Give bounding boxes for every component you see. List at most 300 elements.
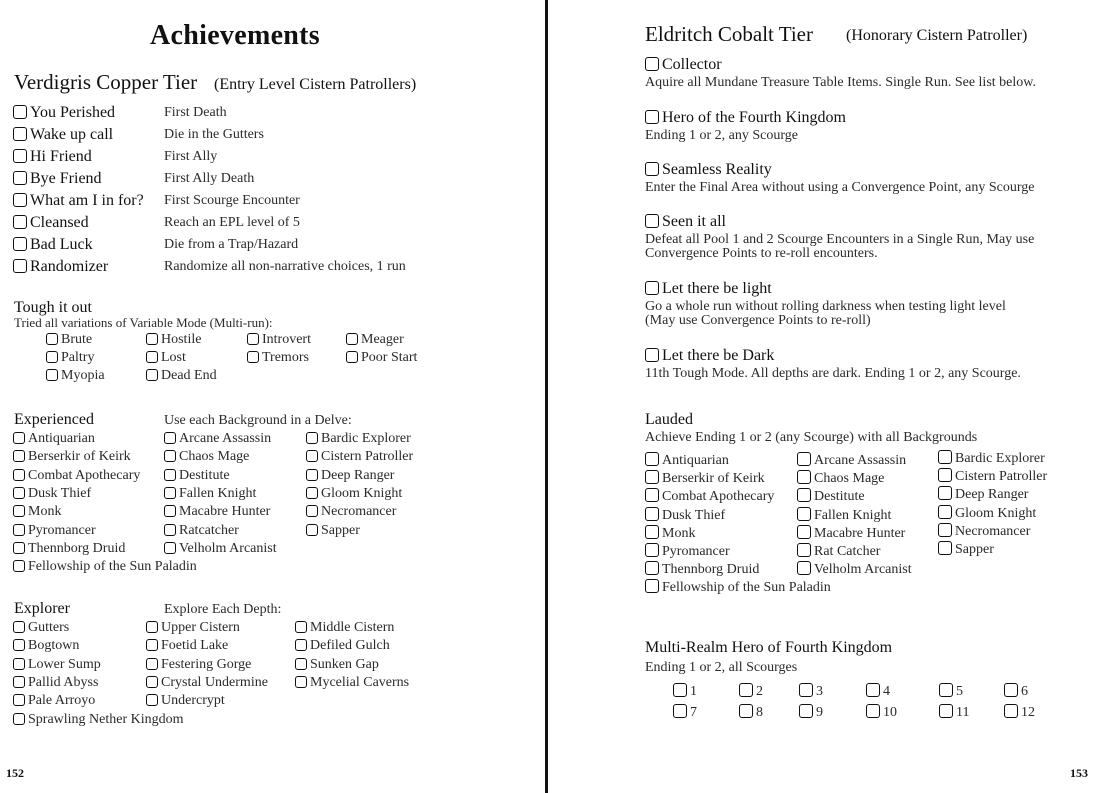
variable-mode-checkbox-label: Lost [161,350,186,365]
achievement-desc: Die in the Gutters [164,127,264,142]
checkbox-icon[interactable] [306,505,318,517]
checkbox-icon[interactable] [797,452,811,466]
variable-mode-checkbox-label: Poor Start [361,350,418,365]
checkbox-icon[interactable] [247,351,259,363]
variable-mode-checkbox-label: Brute [61,332,93,347]
background-checkbox[interactable] [306,523,360,539]
checkbox-icon[interactable] [164,542,176,554]
checkbox-icon[interactable] [13,713,25,725]
background-checkbox-label: Sapper [955,542,994,557]
scourge-checkbox-label: 2 [756,684,763,699]
checkbox-icon[interactable] [938,541,952,555]
background-checkbox[interactable] [164,541,277,557]
achievement-desc: First Ally Death [164,171,255,186]
background-checkbox-label: Fallen Knight [814,507,892,523]
background-checkbox[interactable] [797,470,884,487]
checkbox-icon[interactable] [164,450,176,462]
checkbox-icon[interactable] [13,432,25,444]
depth-checkbox-label: Gutters [28,620,70,635]
scourge-checkbox-label: 5 [956,684,963,699]
variable-mode-checkbox[interactable] [146,332,201,348]
background-checkbox[interactable] [645,488,774,505]
scourge-checkbox-label: 10 [883,705,897,720]
checkbox-icon[interactable] [13,658,25,670]
checkbox-icon[interactable] [46,351,58,363]
background-checkbox[interactable] [306,431,411,447]
background-checkbox[interactable] [164,449,249,465]
depth-checkbox[interactable] [146,657,251,673]
checkbox-icon[interactable] [13,487,25,499]
background-checkbox[interactable] [645,543,730,560]
background-checkbox-label: Arcane Assassin [179,431,272,446]
depth-checkbox-label: Middle Cistern [310,620,395,635]
checkbox-icon[interactable] [673,704,687,718]
scourge-checkbox[interactable] [866,704,897,721]
scourge-checkbox[interactable] [1004,704,1035,721]
checkbox-icon[interactable] [13,237,27,251]
multi-desc: Ending 1 or 2, all Scourges [645,660,798,675]
lauded-title: Lauded [645,411,693,428]
checkbox-icon[interactable] [164,524,176,536]
background-checkbox[interactable] [13,449,131,465]
background-checkbox-label: Velholm Arcanist [179,540,277,556]
checkbox-icon[interactable] [13,524,25,536]
checkbox-icon[interactable] [146,621,158,633]
depth-checkbox-label: Defiled Gulch [310,638,390,654]
scourge-checkbox-label: 12 [1021,705,1035,720]
checkbox-icon[interactable] [645,579,659,593]
achievement-checkbox[interactable] [13,236,93,254]
background-checkbox-label: Gloom Knight [955,505,1037,521]
achievement-checkbox[interactable] [645,213,726,231]
checkbox-icon[interactable] [164,432,176,444]
background-checkbox[interactable] [306,486,402,502]
checkbox-icon[interactable] [295,676,307,688]
achievement-checkbox[interactable] [13,258,108,276]
depth-checkbox-label: Pale Arroyo [28,693,96,709]
depth-checkbox[interactable] [146,693,225,709]
depth-checkbox[interactable] [146,675,268,691]
right-page [548,0,1093,793]
checkbox-icon[interactable] [645,470,659,484]
lauded-desc: Achieve Ending 1 or 2 (any Scourge) with all Backgrounds [645,430,978,445]
background-checkbox[interactable] [645,452,729,469]
background-checkbox-label: Thennborg Druid [662,562,760,578]
checkbox-icon[interactable] [13,505,25,517]
checkbox-icon[interactable] [247,333,259,345]
checkbox-icon[interactable] [645,214,659,228]
achievement-checkbox-label: Seen it all [662,213,726,230]
achievement-checkbox-label: Let there be Dark [662,347,775,364]
background-checkbox[interactable] [645,507,725,524]
background-checkbox-label: Combat Apothecary [28,467,141,483]
checkbox-icon[interactable] [13,259,27,273]
explorer-title: Explorer [14,600,70,617]
checkbox-icon[interactable] [673,683,687,697]
achievement-checkbox-label: Hero of the Fourth Kingdom [662,109,846,126]
background-checkbox-label: Bardic Explorer [321,431,411,446]
achievement-desc: Ending 1 or 2, any Scourge [645,128,798,143]
achievement-checkbox[interactable] [645,56,722,74]
checkbox-icon[interactable] [346,333,358,345]
depth-checkbox-label: Mycelial Caverns [310,674,410,690]
checkbox-icon[interactable] [799,683,813,697]
background-checkbox[interactable] [797,452,906,469]
tough-desc: Tried all variations of Variable Mode (Multi-run): [14,315,273,330]
depth-checkbox[interactable] [13,675,98,691]
checkbox-icon[interactable] [146,351,158,363]
depth-checkbox-label: Undercrypt [161,693,225,709]
checkbox-icon[interactable] [739,704,753,718]
background-checkbox-label: Necromancer [955,523,1031,539]
checkbox-icon[interactable] [13,193,27,207]
checkbox-icon[interactable] [146,639,158,651]
achievement-checkbox-label: What am I in for? [30,192,144,209]
experienced-title: Experienced [14,411,94,428]
background-checkbox-label: Fallen Knight [179,485,257,501]
checkbox-icon[interactable] [938,523,952,537]
depth-checkbox-label: Sunken Gap [310,656,379,672]
checkbox-icon[interactable] [645,110,659,124]
achievement-checkbox-label: Collector [662,56,722,73]
background-checkbox-label: Bardic Explorer [955,451,1045,466]
background-checkbox[interactable] [13,486,91,502]
background-checkbox[interactable] [797,543,880,560]
achievement-desc: Reach an EPL level of 5 [164,215,300,230]
checkbox-icon[interactable] [346,351,358,363]
checkbox-icon[interactable] [46,333,58,345]
variable-mode-checkbox[interactable] [46,350,94,366]
checkbox-icon[interactable] [938,450,952,464]
achievement-checkbox-label: Cleansed [30,214,89,231]
background-checkbox-label: Dusk Thief [662,507,726,523]
background-checkbox[interactable] [13,468,140,484]
checkbox-icon[interactable] [306,432,318,444]
checkbox-icon[interactable] [866,683,880,697]
background-checkbox-label: Pyromancer [28,522,96,538]
background-checkbox[interactable] [164,468,230,484]
checkbox-icon[interactable] [645,281,659,295]
checkbox-icon[interactable] [146,333,158,345]
achievement-checkbox-label: Bad Luck [30,236,93,253]
background-checkbox[interactable] [645,579,831,596]
background-checkbox-label: Thennborg Druid [28,540,126,556]
scourge-checkbox[interactable] [799,683,823,700]
background-checkbox[interactable] [797,507,891,524]
scourge-checkbox-label: 6 [1021,684,1028,699]
variable-mode-checkbox[interactable] [247,350,309,366]
page-number: 152 [6,766,24,780]
checkbox-icon[interactable] [645,543,659,557]
checkbox-icon[interactable] [146,369,158,381]
page-title: Achievements [150,20,321,51]
checkbox-icon[interactable] [295,639,307,651]
checkbox-icon[interactable] [797,507,811,521]
scourge-checkbox-label: 1 [690,684,697,699]
checkbox-icon[interactable] [13,560,25,572]
background-checkbox[interactable] [164,523,239,539]
checkbox-icon[interactable] [295,621,307,633]
variable-mode-checkbox[interactable] [146,368,217,384]
achievement-checkbox-label: Seamless Reality [662,161,772,178]
scourge-checkbox[interactable] [799,704,823,721]
checkbox-icon[interactable] [645,452,659,466]
background-checkbox-label: Ratcatcher [179,522,239,538]
achievement-checkbox[interactable] [13,148,92,166]
background-checkbox-label: Monk [28,504,62,520]
background-checkbox[interactable] [164,431,271,447]
background-checkbox[interactable] [13,523,96,539]
checkbox-icon[interactable] [938,468,952,482]
achievement-desc: Enter the Final Area without using a Convergence Point, any Scourge [645,180,1035,195]
depth-checkbox-label: Bogtown [28,638,80,654]
left-page [0,0,545,793]
background-checkbox-label: Berserkir of Keirk [28,449,131,465]
background-checkbox-label: Macabre Hunter [179,504,271,520]
background-checkbox[interactable] [938,523,1030,540]
checkbox-icon[interactable] [13,694,25,706]
checkbox-icon[interactable] [146,676,158,688]
checkbox-icon[interactable] [13,621,25,633]
scourge-checkbox[interactable] [939,683,963,700]
scourge-checkbox[interactable] [673,683,697,700]
tier-note: (Entry Level Cistern Patrollers) [214,76,417,93]
checkbox-icon[interactable] [295,658,307,670]
scourge-checkbox-label: 9 [816,705,823,720]
scourge-checkbox-label: 3 [816,684,823,699]
scourge-checkbox-label: 7 [690,705,697,720]
achievement-checkbox-label: Bye Friend [30,170,102,187]
variable-mode-checkbox-label: Paltry [61,350,95,365]
checkbox-icon[interactable] [13,171,27,185]
achievement-checkbox-label: Randomizer [30,258,109,275]
tier-note: (Honorary Cistern Patroller) [846,27,1028,44]
achievement-desc: First Death [164,105,227,120]
depth-checkbox[interactable] [295,675,409,691]
achievement-desc: (May use Convergence Points to re-roll) [645,313,871,328]
background-checkbox-label: Arcane Assassin [814,453,907,468]
background-checkbox-label: Chaos Mage [814,471,885,487]
background-checkbox-label: Berserkir of Keirk [662,471,765,487]
checkbox-icon[interactable] [739,683,753,697]
scourge-checkbox[interactable] [739,704,763,721]
achievement-checkbox-label: Hi Friend [30,148,92,165]
achievement-desc: Die from a Trap/Hazard [164,237,299,252]
depth-checkbox[interactable] [13,620,69,636]
background-checkbox[interactable] [13,541,125,557]
achievement-desc: 11th Tough Mode. All depths are dark. Ending 1 or 2, any Scourge. [645,366,1021,381]
depth-checkbox[interactable] [13,712,184,728]
achievement-desc: Go a whole run without rolling darkness when testing light level [645,299,1006,314]
checkbox-icon[interactable] [46,369,58,381]
achievement-desc: First Ally [164,149,218,164]
background-checkbox[interactable] [797,488,865,505]
achievement-checkbox[interactable] [645,161,772,179]
checkbox-icon[interactable] [146,694,158,706]
checkbox-icon[interactable] [13,127,27,141]
checkbox-icon[interactable] [13,215,27,229]
checkbox-icon[interactable] [797,561,811,575]
checkbox-icon[interactable] [645,561,659,575]
background-checkbox-label: Deep Ranger [955,487,1029,503]
background-checkbox[interactable] [164,486,256,502]
background-checkbox-label: Antiquarian [28,431,95,446]
multi-title: Multi-Realm Hero of Fourth Kingdom [645,639,893,656]
background-checkbox[interactable] [938,450,1045,467]
checkbox-icon[interactable] [939,704,953,718]
checkbox-icon[interactable] [645,162,659,176]
achievement-checkbox[interactable] [645,347,774,365]
background-checkbox[interactable] [13,431,95,447]
background-checkbox[interactable] [938,541,994,558]
variable-mode-checkbox-label: Dead End [161,368,217,383]
depth-checkbox-label: Crystal Undermine [161,674,268,690]
variable-mode-checkbox[interactable] [346,332,404,348]
depth-checkbox[interactable] [295,638,390,654]
achievement-checkbox[interactable] [645,109,846,127]
checkbox-icon[interactable] [645,525,659,539]
scourge-checkbox-label: 8 [756,705,763,720]
background-checkbox[interactable] [938,505,1036,522]
background-checkbox-label: Necromancer [321,504,397,520]
checkbox-icon[interactable] [13,149,27,163]
checkbox-icon[interactable] [164,487,176,499]
background-checkbox[interactable] [938,468,1047,485]
checkbox-icon[interactable] [797,470,811,484]
achievement-desc: Aquire all Mundane Treasure Table Items. Single Run. See list below. [645,75,1036,90]
checkbox-icon[interactable] [1004,683,1018,697]
background-checkbox-label: Dusk Thief [28,485,92,501]
achievement-checkbox[interactable] [13,214,89,232]
background-checkbox[interactable] [306,449,413,465]
depth-checkbox[interactable] [146,620,240,636]
depth-checkbox-label: Pallid Abyss [28,674,99,690]
checkbox-icon[interactable] [645,488,659,502]
checkbox-icon[interactable] [146,658,158,670]
depth-checkbox[interactable] [295,620,394,636]
achievement-checkbox[interactable] [13,126,113,144]
checkbox-icon[interactable] [13,639,25,651]
checkbox-icon[interactable] [13,105,27,119]
experienced-desc: Use each Background in a Delve: [164,413,352,428]
depth-checkbox-label: Festering Gorge [161,656,252,672]
checkbox-icon[interactable] [866,704,880,718]
variable-mode-checkbox[interactable] [146,350,186,366]
variable-mode-checkbox-label: Myopia [61,368,105,383]
achievement-checkbox[interactable] [645,280,772,298]
background-checkbox[interactable] [645,470,765,487]
background-checkbox[interactable] [797,525,905,542]
checkbox-icon[interactable] [938,486,952,500]
explorer-desc: Explore Each Depth: [164,602,282,617]
depth-checkbox[interactable] [146,638,228,654]
checkbox-icon[interactable] [645,348,659,362]
background-checkbox[interactable] [938,486,1028,503]
scourge-checkbox[interactable] [739,683,763,700]
checkbox-icon[interactable] [797,488,811,502]
depth-checkbox[interactable] [13,657,101,673]
variable-mode-checkbox-label: Meager [361,332,404,347]
background-checkbox-label: Monk [662,525,696,541]
achievement-checkbox[interactable] [13,170,102,188]
background-checkbox-label: Cistern Patroller [321,449,414,465]
checkbox-icon[interactable] [799,704,813,718]
checkbox-icon[interactable] [13,469,25,481]
background-checkbox-label: Combat Apothecary [662,489,775,505]
checkbox-icon[interactable] [13,676,25,688]
scourge-checkbox[interactable] [866,683,890,700]
background-checkbox-label: Antiquarian [662,453,729,468]
achievement-desc: Convergence Points to re-roll encounters. [645,246,878,261]
page-number: 153 [1070,766,1088,780]
scourge-checkbox-label: 11 [956,705,970,720]
checkbox-icon[interactable] [938,505,952,519]
background-checkbox-label: Deep Ranger [321,467,395,483]
achievement-checkbox-label: Wake up call [30,126,114,143]
checkbox-icon[interactable] [797,543,811,557]
depth-checkbox[interactable] [13,693,95,709]
background-checkbox[interactable] [306,504,396,520]
variable-mode-checkbox[interactable] [247,332,311,348]
checkbox-icon[interactable] [939,683,953,697]
depth-checkbox-label: Lower Sump [28,656,101,672]
background-checkbox[interactable] [13,504,61,520]
background-checkbox-label: Fellowship of the Sun Paladin [28,559,197,575]
checkbox-icon[interactable] [306,450,318,462]
checkbox-icon[interactable] [13,450,25,462]
checkbox-icon[interactable] [306,487,318,499]
background-checkbox[interactable] [645,561,759,578]
achievement-desc: First Scourge Encounter [164,193,300,208]
checkbox-icon[interactable] [306,469,318,481]
checkbox-icon[interactable] [645,57,659,71]
tier-title: Eldritch Cobalt Tier [645,22,813,46]
scourge-checkbox[interactable] [673,704,697,721]
variable-mode-checkbox-label: Hostile [161,332,202,347]
achievement-checkbox[interactable] [13,192,144,210]
variable-mode-checkbox[interactable] [346,350,417,366]
background-checkbox-label: Sapper [321,522,360,538]
background-checkbox[interactable] [797,561,912,578]
background-checkbox[interactable] [306,468,394,484]
checkbox-icon[interactable] [1004,704,1018,718]
checkbox-icon[interactable] [645,507,659,521]
depth-checkbox[interactable] [295,657,379,673]
depth-checkbox[interactable] [13,638,79,654]
variable-mode-checkbox-label: Introvert [262,332,311,347]
tough-title: Tough it out [14,299,92,316]
scourge-checkbox[interactable] [1004,683,1028,700]
checkbox-icon[interactable] [306,524,318,536]
achievement-checkbox[interactable] [13,104,115,122]
checkbox-icon[interactable] [164,469,176,481]
achievement-checkbox-label: Let there be light [662,280,772,297]
checkbox-icon[interactable] [797,525,811,539]
depth-checkbox-label: Sprawling Nether Kingdom [28,711,184,727]
background-checkbox[interactable] [13,559,197,575]
variable-mode-checkbox[interactable] [46,368,105,384]
scourge-checkbox[interactable] [939,704,969,721]
checkbox-icon[interactable] [13,542,25,554]
background-checkbox-label: Gloom Knight [321,485,403,501]
achievement-desc: Randomize all non-narrative choices, 1 run [164,259,406,274]
variable-mode-checkbox[interactable] [46,332,92,348]
checkbox-icon[interactable] [164,505,176,517]
background-checkbox[interactable] [164,504,270,520]
background-checkbox[interactable] [645,525,695,542]
background-checkbox-label: Velholm Arcanist [814,562,912,578]
background-checkbox-label: Macabre Hunter [814,525,906,541]
